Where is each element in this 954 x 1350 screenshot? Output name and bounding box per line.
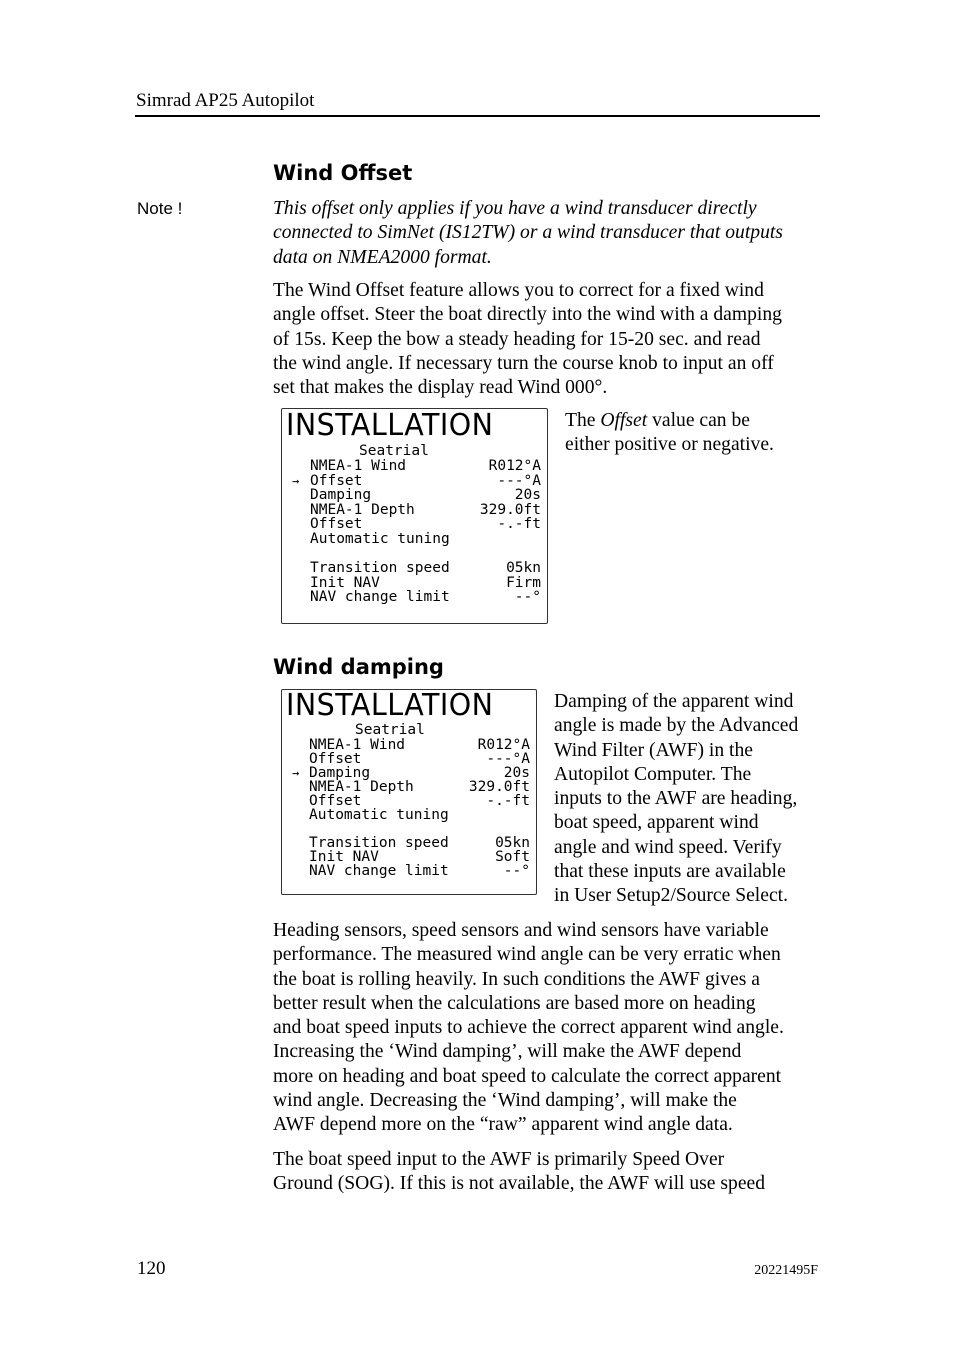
note-line: connected to SimNet (IS12TW) or a wind transducer that outputs xyxy=(273,222,783,244)
paragraph-line: Heading sensors, speed sensors and wind sensors have variable xyxy=(273,920,769,941)
paragraph-line: and boat speed inputs to achieve the correct apparent wind angle. xyxy=(273,1017,784,1039)
wind-offset-paragraph xyxy=(273,279,782,400)
note-line: This offset only applies if you have a wind transducer directly xyxy=(273,198,757,219)
screen-row-label: Damping xyxy=(309,765,371,781)
paragraph-line: set that makes the display read Wind 000°. xyxy=(273,377,608,399)
caption-line xyxy=(565,409,774,433)
installation-screen-offset xyxy=(281,408,548,624)
selection-arrow-icon: → xyxy=(292,474,300,488)
paragraph-line: more on heading and boat speed to calculate the correct apparent xyxy=(273,1065,782,1087)
screen-row-label: Offset xyxy=(310,516,363,533)
wind-damping-side-text xyxy=(554,690,798,909)
screen-row-label: NMEA-1 Depth xyxy=(310,501,415,518)
screen-row-label: NMEA-1 Wind xyxy=(309,737,406,753)
screen-row-label: Transition speed xyxy=(309,835,449,851)
paragraph-line: Ground (SOG). If this is not available, the AWF will use speed xyxy=(273,1173,766,1195)
screen-row-value: --° xyxy=(503,863,530,879)
selection-arrow-icon: → xyxy=(292,766,300,780)
screen-row-label: Damping xyxy=(310,487,372,504)
paragraph-line: Increasing the ‘Wind damping’, will make the AWF depend xyxy=(273,1041,742,1063)
side-line: angle and wind speed. Verify xyxy=(554,836,782,858)
side-line: that these inputs are available xyxy=(554,861,786,883)
screen-row-value: Firm xyxy=(506,574,541,591)
paragraph-line: AWF depend more on the “raw” apparent wind angle data. xyxy=(273,1114,733,1136)
screen-row-value: R012°A xyxy=(488,458,541,474)
screen-row-value: -.-ft xyxy=(486,793,530,809)
screen-row-value: 329.0ft xyxy=(479,501,541,518)
installation-screen-damping xyxy=(281,689,537,895)
side-line: Autopilot Computer. The xyxy=(554,763,752,785)
caption-emphasis: Offset xyxy=(600,410,648,431)
side-line: Wind Filter (AWF) in the xyxy=(554,739,753,761)
screen-row-label: NAV change limit xyxy=(309,863,449,879)
side-line: inputs to the AWF are heading, xyxy=(554,788,798,810)
boat-speed-paragraph xyxy=(273,1148,765,1197)
screen-row-value: 20s xyxy=(514,487,541,504)
paragraph-line: the boat is rolling heavily. In such conditions the AWF gives a xyxy=(273,968,760,990)
screen-row-label: Transition speed xyxy=(310,560,450,577)
screen-row-value: 05kn xyxy=(506,560,541,577)
screen-row-value: ---°A xyxy=(497,472,541,489)
screen-row-label: Offset xyxy=(310,472,363,489)
screen-row-label: Offset xyxy=(309,751,362,767)
wind-damping-paragraph xyxy=(273,919,784,1138)
paragraph-line: The Wind Offset feature allows you to correct for a fixed wind xyxy=(273,280,764,301)
screen-title: INSTALLATION xyxy=(286,688,494,723)
side-line: boat speed, apparent wind xyxy=(554,812,759,834)
screen-row-value: R012°A xyxy=(477,737,530,753)
header-rule xyxy=(135,115,820,117)
screen-row-value: ---°A xyxy=(486,751,530,767)
caption-text: value can be xyxy=(647,410,750,431)
running-header: Simrad AP25 Autopilot xyxy=(136,90,315,111)
screen-row-label: Automatic tuning xyxy=(309,807,449,823)
paragraph-line: better result when the calculations are based more on heading xyxy=(273,992,756,1014)
screen-row-value: -.-ft xyxy=(497,516,541,533)
screen-row-label: NMEA-1 Depth xyxy=(309,779,414,795)
paragraph-line: the wind angle. If necessary turn the course knob to input an off xyxy=(273,352,774,374)
caption-line: either positive or negative. xyxy=(565,434,774,456)
screen-row-label: NAV change limit xyxy=(310,589,450,606)
screen-row-label: Init NAV xyxy=(309,849,379,865)
note-label: Note ! xyxy=(137,199,183,218)
caption-text: The xyxy=(565,410,601,431)
screen-row-value: --° xyxy=(514,589,541,606)
screen-row-label: NMEA-1 Wind xyxy=(310,458,407,474)
section-heading-wind-damping: Wind damping xyxy=(273,655,444,679)
screen-subtitle: Seatrial xyxy=(359,443,429,459)
paragraph-line: angle offset. Steer the boat directly into the wind with a damping xyxy=(273,304,782,326)
screen-row-value: Soft xyxy=(495,849,530,865)
screen-row-value: 05kn xyxy=(495,835,530,851)
screen-row-label: Offset xyxy=(309,793,362,809)
screen-row-label: Init NAV xyxy=(310,574,380,591)
section-heading-wind-offset: Wind Offset xyxy=(273,161,413,185)
paragraph-line: of 15s. Keep the bow a steady heading for 15-20 sec. and read xyxy=(273,328,761,350)
screen-row-label: Automatic tuning xyxy=(310,531,450,547)
note-text xyxy=(273,197,783,270)
paragraph-line: wind angle. Decreasing the ‘Wind damping’, will make the xyxy=(273,1090,737,1112)
screen-row-value: 20s xyxy=(503,765,530,781)
offset-caption xyxy=(565,409,774,458)
paragraph-line: The boat speed input to the AWF is primarily Speed Over xyxy=(273,1149,725,1170)
note-line: data on NMEA2000 format. xyxy=(273,246,492,268)
screen-title: INSTALLATION xyxy=(286,408,494,443)
screen-row-value: 329.0ft xyxy=(468,779,530,795)
side-line: in User Setup2/Source Select. xyxy=(554,885,788,907)
side-line: Damping of the apparent wind xyxy=(554,691,794,712)
screen-subtitle: Seatrial xyxy=(355,722,425,738)
paragraph-line: performance. The measured wind angle can be very erratic when xyxy=(273,944,781,966)
page-number: 120 xyxy=(137,1258,166,1279)
side-line: angle is made by the Advanced xyxy=(554,715,799,737)
document-number: 20221495F xyxy=(754,1263,818,1278)
